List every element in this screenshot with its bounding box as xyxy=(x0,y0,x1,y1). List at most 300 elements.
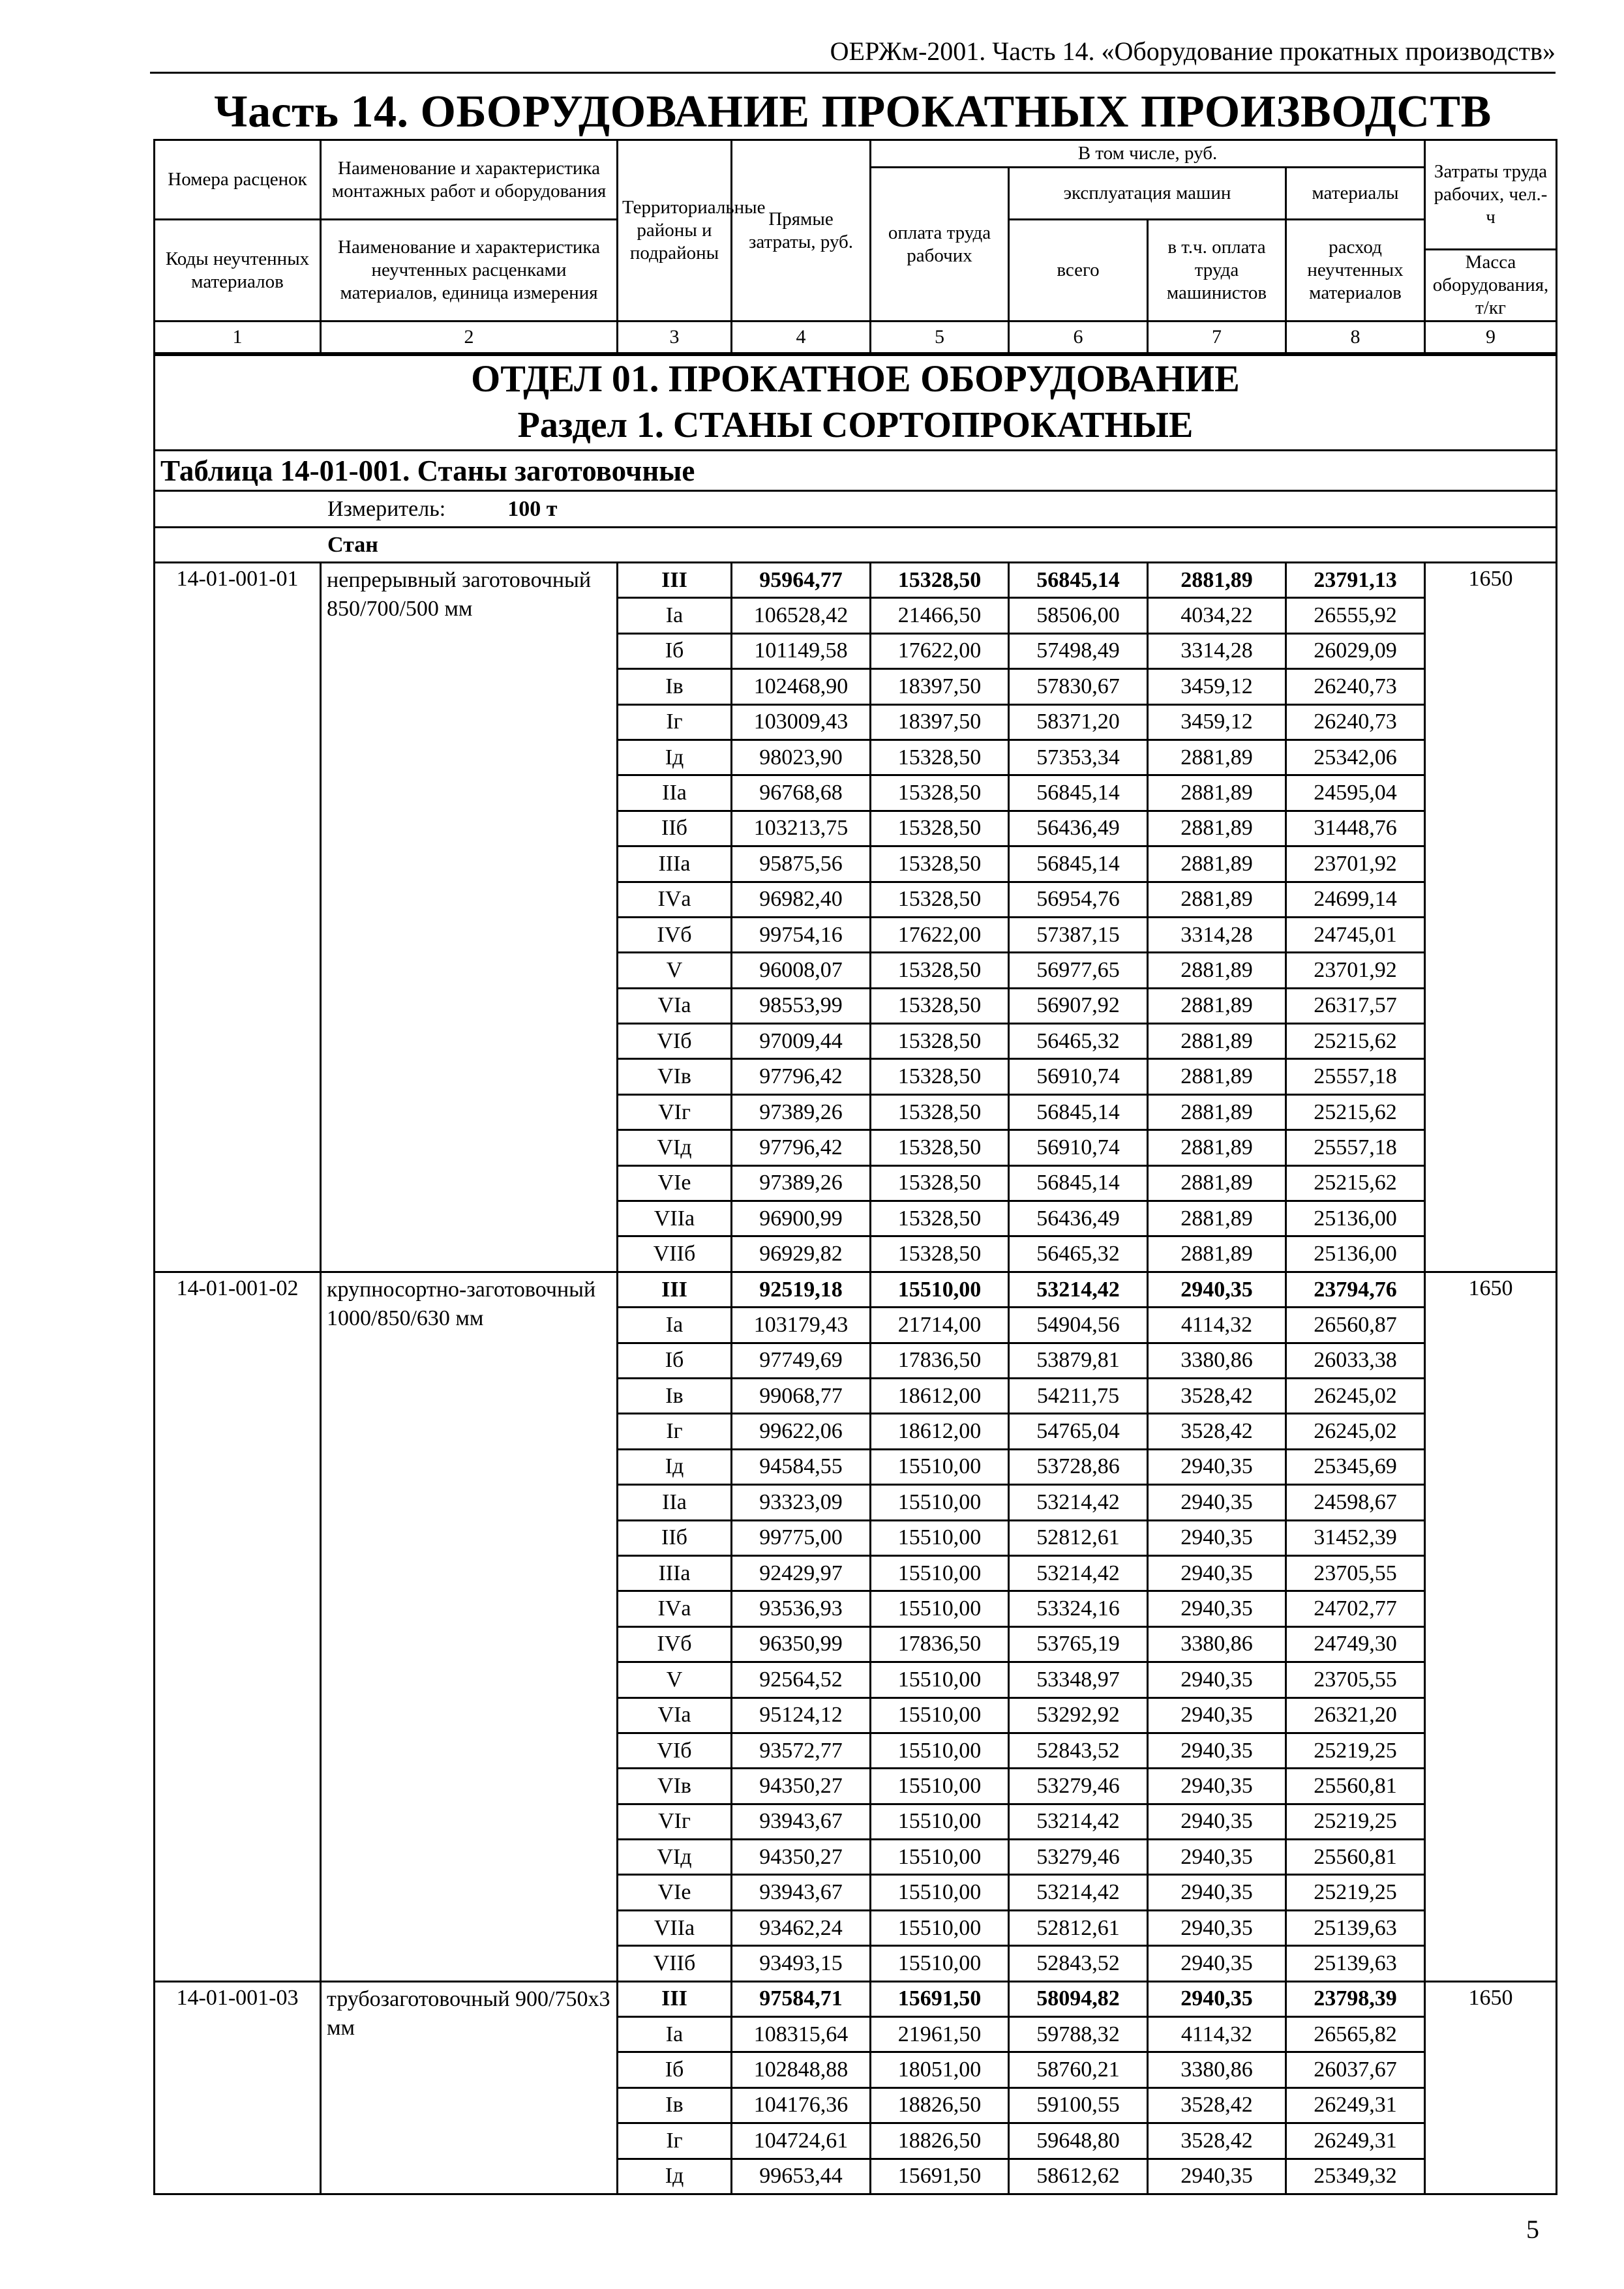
machine-costs: 56845,14 xyxy=(1009,1094,1148,1130)
region-code: VIе xyxy=(618,1875,732,1910)
operator-wages: 2940,35 xyxy=(1148,1946,1286,1981)
worker-wages: 15510,00 xyxy=(871,1840,1009,1875)
materials: 23794,76 xyxy=(1286,1272,1425,1307)
operator-wages: 2940,35 xyxy=(1148,1769,1286,1804)
department-title: ОТДЕЛ 01. ПРОКАТНОЕ ОБОРУДОВАНИЕ xyxy=(155,354,1557,401)
direct-costs: 96008,07 xyxy=(732,953,871,988)
materials: 26249,31 xyxy=(1286,2123,1425,2159)
worker-wages: 21466,50 xyxy=(871,598,1009,633)
region-code: VIIб xyxy=(618,1946,732,1981)
machine-costs: 57353,34 xyxy=(1009,740,1148,775)
rate-code: 14-01-001-03 xyxy=(155,1981,321,2194)
direct-costs: 92564,52 xyxy=(732,1662,871,1698)
col-number: 7 xyxy=(1148,322,1286,354)
col-header-direct-costs: Прямые затраты, руб. xyxy=(732,140,871,322)
region-code: VIIа xyxy=(618,1201,732,1236)
worker-wages: 21961,50 xyxy=(871,2017,1009,2052)
materials: 26240,73 xyxy=(1286,669,1425,704)
materials: 23705,55 xyxy=(1286,1555,1425,1591)
worker-wages: 15328,50 xyxy=(871,1201,1009,1236)
operator-wages: 2940,35 xyxy=(1148,1520,1286,1555)
worker-wages: 15510,00 xyxy=(871,1946,1009,1981)
operator-wages: 2940,35 xyxy=(1148,1910,1286,1945)
direct-costs: 108315,64 xyxy=(732,2017,871,2052)
region-code: Iв xyxy=(618,1378,732,1413)
operator-wages: 2881,89 xyxy=(1148,1024,1286,1059)
machine-costs: 52812,61 xyxy=(1009,1520,1148,1555)
worker-wages: 15510,00 xyxy=(871,1769,1009,1804)
operator-wages: 3314,28 xyxy=(1148,633,1286,668)
region-code: VIе xyxy=(618,1165,732,1201)
equipment-mass: 1650 xyxy=(1425,563,1557,1272)
direct-costs: 97749,69 xyxy=(732,1343,871,1378)
direct-costs: 97009,44 xyxy=(732,1024,871,1059)
direct-costs: 95124,12 xyxy=(732,1698,871,1733)
region-code: VIб xyxy=(618,1024,732,1059)
operator-wages: 2881,89 xyxy=(1148,953,1286,988)
direct-costs: 96768,68 xyxy=(732,775,871,811)
region-code: VIв xyxy=(618,1769,732,1804)
machine-costs: 53214,42 xyxy=(1009,1875,1148,1910)
direct-costs: 99622,06 xyxy=(732,1414,871,1449)
col-number: 1 xyxy=(155,322,321,354)
machine-costs: 58094,82 xyxy=(1009,1981,1148,2016)
region-code: Iд xyxy=(618,2159,732,2194)
operator-wages: 3459,12 xyxy=(1148,704,1286,740)
materials: 26245,02 xyxy=(1286,1414,1425,1449)
col-header-operator-wages: в т.ч. оплата труда машинистов xyxy=(1148,220,1286,322)
direct-costs: 95875,56 xyxy=(732,846,871,882)
materials: 25215,62 xyxy=(1286,1024,1425,1059)
region-code: VIа xyxy=(618,988,732,1023)
operator-wages: 2881,89 xyxy=(1148,882,1286,917)
region-code: Iв xyxy=(618,2087,732,2123)
region-code: IVб xyxy=(618,917,732,952)
region-code: Iг xyxy=(618,1414,732,1449)
worker-wages: 15510,00 xyxy=(871,1875,1009,1910)
region-code: Iа xyxy=(618,1308,732,1343)
direct-costs: 95964,77 xyxy=(732,563,871,598)
worker-wages: 15691,50 xyxy=(871,1981,1009,2016)
worker-wages: 15328,50 xyxy=(871,1059,1009,1094)
region-code: VIг xyxy=(618,1094,732,1130)
machine-costs: 54904,56 xyxy=(1009,1308,1148,1343)
machine-costs: 56845,14 xyxy=(1009,846,1148,882)
machine-costs: 53214,42 xyxy=(1009,1555,1148,1591)
operator-wages: 2881,89 xyxy=(1148,846,1286,882)
materials: 26317,57 xyxy=(1286,988,1425,1023)
operator-wages: 3380,86 xyxy=(1148,1343,1286,1378)
machine-costs: 53214,42 xyxy=(1009,1485,1148,1520)
col-header-labor: Затраты труда рабочих, чел.-ч xyxy=(1425,140,1557,250)
region-code: VIд xyxy=(618,1840,732,1875)
worker-wages: 15510,00 xyxy=(871,1449,1009,1484)
machine-costs: 56845,14 xyxy=(1009,1165,1148,1201)
col-header-machines: эксплуатация машин xyxy=(1009,168,1286,220)
machine-costs: 56954,76 xyxy=(1009,882,1148,917)
operator-wages: 2881,89 xyxy=(1148,1236,1286,1272)
operator-wages: 3459,12 xyxy=(1148,669,1286,704)
operator-wages: 2881,89 xyxy=(1148,1165,1286,1201)
col-number: 5 xyxy=(871,322,1009,354)
machine-costs: 53279,46 xyxy=(1009,1840,1148,1875)
worker-wages: 15328,50 xyxy=(871,1236,1009,1272)
direct-costs: 94350,27 xyxy=(732,1769,871,1804)
table-row xyxy=(155,1272,1557,1307)
direct-costs: 93493,15 xyxy=(732,1946,871,1981)
machine-costs: 59100,55 xyxy=(1009,2087,1148,2123)
direct-costs: 99653,44 xyxy=(732,2159,871,2194)
operator-wages: 4114,32 xyxy=(1148,2017,1286,2052)
direct-costs: 94584,55 xyxy=(732,1449,871,1484)
direct-costs: 94350,27 xyxy=(732,1840,871,1875)
region-code: VIд xyxy=(618,1130,732,1165)
col-header-mass: Масса оборудования, т/кг xyxy=(1425,250,1557,322)
region-code: Iб xyxy=(618,633,732,668)
machine-costs: 52843,52 xyxy=(1009,1733,1148,1768)
direct-costs: 103179,43 xyxy=(732,1308,871,1343)
operator-wages: 2940,35 xyxy=(1148,1698,1286,1733)
region-code: IIIа xyxy=(618,1555,732,1591)
direct-costs: 104176,36 xyxy=(732,2087,871,2123)
worker-wages: 15328,50 xyxy=(871,988,1009,1023)
region-code: IIб xyxy=(618,811,732,846)
materials: 25560,81 xyxy=(1286,1840,1425,1875)
col-header-regions: Территориальные районы и подрайоны xyxy=(618,140,732,322)
meter-row xyxy=(155,491,1557,528)
worker-wages: 15328,50 xyxy=(871,1024,1009,1059)
machine-costs: 53214,42 xyxy=(1009,1272,1148,1307)
machine-costs: 57387,15 xyxy=(1009,917,1148,952)
rate-code: 14-01-001-01 xyxy=(155,563,321,1272)
direct-costs: 97389,26 xyxy=(732,1094,871,1130)
worker-wages: 15328,50 xyxy=(871,846,1009,882)
worker-wages: 18612,00 xyxy=(871,1414,1009,1449)
operator-wages: 2881,89 xyxy=(1148,1201,1286,1236)
direct-costs: 96929,82 xyxy=(732,1236,871,1272)
operator-wages: 3314,28 xyxy=(1148,917,1286,952)
direct-costs: 101149,58 xyxy=(732,633,871,668)
region-code: III xyxy=(618,563,732,598)
region-code: IVб xyxy=(618,1626,732,1662)
col-header-name: Наименование и характеристика монтажных работ и оборудования xyxy=(321,140,618,220)
region-code: Iг xyxy=(618,704,732,740)
worker-wages: 15510,00 xyxy=(871,1591,1009,1626)
materials: 26249,31 xyxy=(1286,2087,1425,2123)
machine-costs: 56465,32 xyxy=(1009,1024,1148,1059)
direct-costs: 93462,24 xyxy=(732,1910,871,1945)
group-label: Стан xyxy=(155,528,1557,563)
worker-wages: 15510,00 xyxy=(871,1662,1009,1698)
machine-costs: 53879,81 xyxy=(1009,1343,1148,1378)
worker-wages: 18826,50 xyxy=(871,2087,1009,2123)
page-number: 5 xyxy=(1526,2215,1539,2244)
operator-wages: 4114,32 xyxy=(1148,1308,1286,1343)
materials: 24749,30 xyxy=(1286,1626,1425,1662)
materials: 25557,18 xyxy=(1286,1130,1425,1165)
materials: 23705,55 xyxy=(1286,1662,1425,1698)
materials: 25136,00 xyxy=(1286,1201,1425,1236)
col-number: 2 xyxy=(321,322,618,354)
machine-costs: 53324,16 xyxy=(1009,1591,1148,1626)
machine-costs: 56465,32 xyxy=(1009,1236,1148,1272)
materials: 25342,06 xyxy=(1286,740,1425,775)
operator-wages: 2881,89 xyxy=(1148,988,1286,1023)
running-header: ОЕРЖм-2001. Часть 14. «Оборудование прокатных производств» xyxy=(830,37,1556,66)
materials: 23701,92 xyxy=(1286,846,1425,882)
materials: 24595,04 xyxy=(1286,775,1425,811)
materials: 23701,92 xyxy=(1286,953,1425,988)
worker-wages: 15328,50 xyxy=(871,563,1009,598)
equipment-mass: 1650 xyxy=(1425,1272,1557,1981)
part-title: Часть 14. ОБОРУДОВАНИЕ ПРОКАТНЫХ ПРОИЗВОДСТВ xyxy=(214,87,1492,137)
operator-wages: 3380,86 xyxy=(1148,2052,1286,2087)
machine-costs: 52812,61 xyxy=(1009,1910,1148,1945)
materials: 24598,67 xyxy=(1286,1485,1425,1520)
col-header-material-name: Наименование и характеристика неучтенных расценками материалов, единица измерения xyxy=(321,220,618,322)
materials: 25139,63 xyxy=(1286,1946,1425,1981)
worker-wages: 18612,00 xyxy=(871,1378,1009,1413)
machine-costs: 56436,49 xyxy=(1009,1201,1148,1236)
direct-costs: 98553,99 xyxy=(732,988,871,1023)
materials: 25219,25 xyxy=(1286,1804,1425,1839)
direct-costs: 104724,61 xyxy=(732,2123,871,2159)
worker-wages: 18397,50 xyxy=(871,704,1009,740)
region-code: VIIб xyxy=(618,1236,732,1272)
col-header-machines-total: всего xyxy=(1009,220,1148,322)
operator-wages: 2940,35 xyxy=(1148,2159,1286,2194)
operator-wages: 2881,89 xyxy=(1148,563,1286,598)
worker-wages: 17836,50 xyxy=(871,1343,1009,1378)
equipment-name: трубозаготовочный 900/750х3 мм xyxy=(321,1981,618,2194)
machine-costs: 56845,14 xyxy=(1009,775,1148,811)
machine-costs: 53765,19 xyxy=(1009,1626,1148,1662)
materials: 26321,20 xyxy=(1286,1698,1425,1733)
col-number: 3 xyxy=(618,322,732,354)
materials: 26555,92 xyxy=(1286,598,1425,633)
region-code: Iб xyxy=(618,2052,732,2087)
machine-costs: 59648,80 xyxy=(1009,2123,1148,2159)
worker-wages: 18051,00 xyxy=(871,2052,1009,2087)
operator-wages: 2881,89 xyxy=(1148,811,1286,846)
operator-wages: 2940,35 xyxy=(1148,1875,1286,1910)
worker-wages: 15510,00 xyxy=(871,1698,1009,1733)
machine-costs: 58760,21 xyxy=(1009,2052,1148,2087)
direct-costs: 98023,90 xyxy=(732,740,871,775)
col-number: 4 xyxy=(732,322,871,354)
region-code: III xyxy=(618,1981,732,2016)
region-code: Iа xyxy=(618,2017,732,2052)
materials: 26033,38 xyxy=(1286,1343,1425,1378)
direct-costs: 93943,67 xyxy=(732,1875,871,1910)
direct-costs: 97389,26 xyxy=(732,1165,871,1201)
worker-wages: 17836,50 xyxy=(871,1626,1009,1662)
direct-costs: 93572,77 xyxy=(732,1733,871,1768)
machine-costs: 56907,92 xyxy=(1009,988,1148,1023)
operator-wages: 3528,42 xyxy=(1148,2123,1286,2159)
worker-wages: 15510,00 xyxy=(871,1804,1009,1839)
operator-wages: 2881,89 xyxy=(1148,1130,1286,1165)
materials: 25219,25 xyxy=(1286,1875,1425,1910)
col-header-material-codes: Коды неучтенных материалов xyxy=(155,220,321,322)
machine-costs: 53292,92 xyxy=(1009,1698,1148,1733)
worker-wages: 15328,50 xyxy=(871,775,1009,811)
worker-wages: 21714,00 xyxy=(871,1308,1009,1343)
operator-wages: 2940,35 xyxy=(1148,1804,1286,1839)
direct-costs: 93536,93 xyxy=(732,1591,871,1626)
machine-costs: 56436,49 xyxy=(1009,811,1148,846)
materials: 26029,09 xyxy=(1286,633,1425,668)
machine-costs: 53279,46 xyxy=(1009,1769,1148,1804)
direct-costs: 97584,71 xyxy=(732,1981,871,2016)
operator-wages: 2940,35 xyxy=(1148,1840,1286,1875)
direct-costs: 97796,42 xyxy=(732,1130,871,1165)
operator-wages: 2881,89 xyxy=(1148,1059,1286,1094)
worker-wages: 15510,00 xyxy=(871,1555,1009,1591)
machine-costs: 54211,75 xyxy=(1009,1378,1148,1413)
section-title: Раздел 1. СТАНЫ СОРТОПРОКАТНЫЕ xyxy=(155,401,1557,451)
worker-wages: 15328,50 xyxy=(871,1165,1009,1201)
direct-costs: 96350,99 xyxy=(732,1626,871,1662)
materials: 23791,13 xyxy=(1286,563,1425,598)
machine-costs: 57498,49 xyxy=(1009,633,1148,668)
meter-value: 100 т xyxy=(507,496,558,521)
table-body xyxy=(155,140,1557,2194)
direct-costs: 97796,42 xyxy=(732,1059,871,1094)
operator-wages: 2881,89 xyxy=(1148,1094,1286,1130)
materials: 26245,02 xyxy=(1286,1378,1425,1413)
materials: 25139,63 xyxy=(1286,1910,1425,1945)
materials: 24699,14 xyxy=(1286,882,1425,917)
region-code: IVа xyxy=(618,1591,732,1626)
operator-wages: 2940,35 xyxy=(1148,1272,1286,1307)
operator-wages: 2940,35 xyxy=(1148,1591,1286,1626)
machine-costs: 56910,74 xyxy=(1009,1059,1148,1094)
direct-costs: 96900,99 xyxy=(732,1201,871,1236)
machine-costs: 54765,04 xyxy=(1009,1414,1148,1449)
machine-costs: 56977,65 xyxy=(1009,953,1148,988)
operator-wages: 3528,42 xyxy=(1148,1414,1286,1449)
col-number: 6 xyxy=(1009,322,1148,354)
materials: 25349,32 xyxy=(1286,2159,1425,2194)
machine-costs: 57830,67 xyxy=(1009,669,1148,704)
equipment-name: крупносортно-заготовочный 1000/850/630 мм xyxy=(321,1272,618,1981)
col-number: 8 xyxy=(1286,322,1425,354)
worker-wages: 15328,50 xyxy=(871,953,1009,988)
region-code: IIа xyxy=(618,775,732,811)
machine-costs: 58612,62 xyxy=(1009,2159,1148,2194)
region-code: Iб xyxy=(618,1343,732,1378)
operator-wages: 2881,89 xyxy=(1148,740,1286,775)
worker-wages: 15510,00 xyxy=(871,1485,1009,1520)
materials: 25219,25 xyxy=(1286,1733,1425,1768)
direct-costs: 99068,77 xyxy=(732,1378,871,1413)
direct-costs: 106528,42 xyxy=(732,598,871,633)
direct-costs: 92429,97 xyxy=(732,1555,871,1591)
operator-wages: 2940,35 xyxy=(1148,1485,1286,1520)
direct-costs: 93323,09 xyxy=(732,1485,871,1520)
table-row xyxy=(155,1981,1557,2016)
header-rule xyxy=(150,72,1556,74)
region-code: VIа xyxy=(618,1698,732,1733)
col-header-material-usage: расход неучтенных материалов xyxy=(1286,220,1425,322)
worker-wages: 17622,00 xyxy=(871,633,1009,668)
machine-costs: 53728,86 xyxy=(1009,1449,1148,1484)
region-code: VIв xyxy=(618,1059,732,1094)
worker-wages: 15510,00 xyxy=(871,1910,1009,1945)
worker-wages: 18397,50 xyxy=(871,669,1009,704)
materials: 26565,82 xyxy=(1286,2017,1425,2052)
materials: 25557,18 xyxy=(1286,1059,1425,1094)
region-code: Iа xyxy=(618,598,732,633)
direct-costs: 96982,40 xyxy=(732,882,871,917)
machine-costs: 59788,32 xyxy=(1009,2017,1148,2052)
region-code: IIб xyxy=(618,1520,732,1555)
direct-costs: 93943,67 xyxy=(732,1804,871,1839)
region-code: Iд xyxy=(618,740,732,775)
worker-wages: 15510,00 xyxy=(871,1733,1009,1768)
table-title: Таблица 14-01-001. Станы заготовочные xyxy=(155,451,1557,491)
col-header-including: В том числе, руб. xyxy=(871,140,1425,168)
region-code: V xyxy=(618,1662,732,1698)
worker-wages: 15510,00 xyxy=(871,1520,1009,1555)
table-row xyxy=(155,563,1557,598)
equipment-mass: 1650 xyxy=(1425,1981,1557,2194)
region-code: VIг xyxy=(618,1804,732,1839)
materials: 31448,76 xyxy=(1286,811,1425,846)
materials: 25345,69 xyxy=(1286,1449,1425,1484)
materials: 25136,00 xyxy=(1286,1236,1425,1272)
direct-costs: 102848,88 xyxy=(732,2052,871,2087)
direct-costs: 103009,43 xyxy=(732,704,871,740)
region-code: Iд xyxy=(618,1449,732,1484)
operator-wages: 3380,86 xyxy=(1148,1626,1286,1662)
operator-wages: 4034,22 xyxy=(1148,598,1286,633)
materials: 23798,39 xyxy=(1286,1981,1425,2016)
worker-wages: 17622,00 xyxy=(871,917,1009,952)
operator-wages: 3528,42 xyxy=(1148,2087,1286,2123)
operator-wages: 2940,35 xyxy=(1148,1733,1286,1768)
direct-costs: 102468,90 xyxy=(732,669,871,704)
machine-costs: 53348,97 xyxy=(1009,1662,1148,1698)
col-header-wages: оплата труда рабочих xyxy=(871,168,1009,322)
operator-wages: 2940,35 xyxy=(1148,1449,1286,1484)
machine-costs: 56910,74 xyxy=(1009,1130,1148,1165)
col-header-codes: Номера расценок xyxy=(155,140,321,220)
direct-costs: 92519,18 xyxy=(732,1272,871,1307)
worker-wages: 15328,50 xyxy=(871,1094,1009,1130)
machine-costs: 53214,42 xyxy=(1009,1804,1148,1839)
operator-wages: 2940,35 xyxy=(1148,1555,1286,1591)
materials: 25560,81 xyxy=(1286,1769,1425,1804)
region-code: Iг xyxy=(618,2123,732,2159)
materials: 26560,87 xyxy=(1286,1308,1425,1343)
operator-wages: 3528,42 xyxy=(1148,1378,1286,1413)
worker-wages: 15328,50 xyxy=(871,1130,1009,1165)
worker-wages: 18826,50 xyxy=(871,2123,1009,2159)
materials: 25215,62 xyxy=(1286,1094,1425,1130)
worker-wages: 15691,50 xyxy=(871,2159,1009,2194)
direct-costs: 99775,00 xyxy=(732,1520,871,1555)
region-code: V xyxy=(618,953,732,988)
direct-costs: 99754,16 xyxy=(732,917,871,952)
machine-costs: 52843,52 xyxy=(1009,1946,1148,1981)
meter-label: Измеритель: xyxy=(327,496,446,521)
materials: 25215,62 xyxy=(1286,1165,1425,1201)
region-code: IIIа xyxy=(618,846,732,882)
machine-costs: 58506,00 xyxy=(1009,598,1148,633)
machine-costs: 56845,14 xyxy=(1009,563,1148,598)
